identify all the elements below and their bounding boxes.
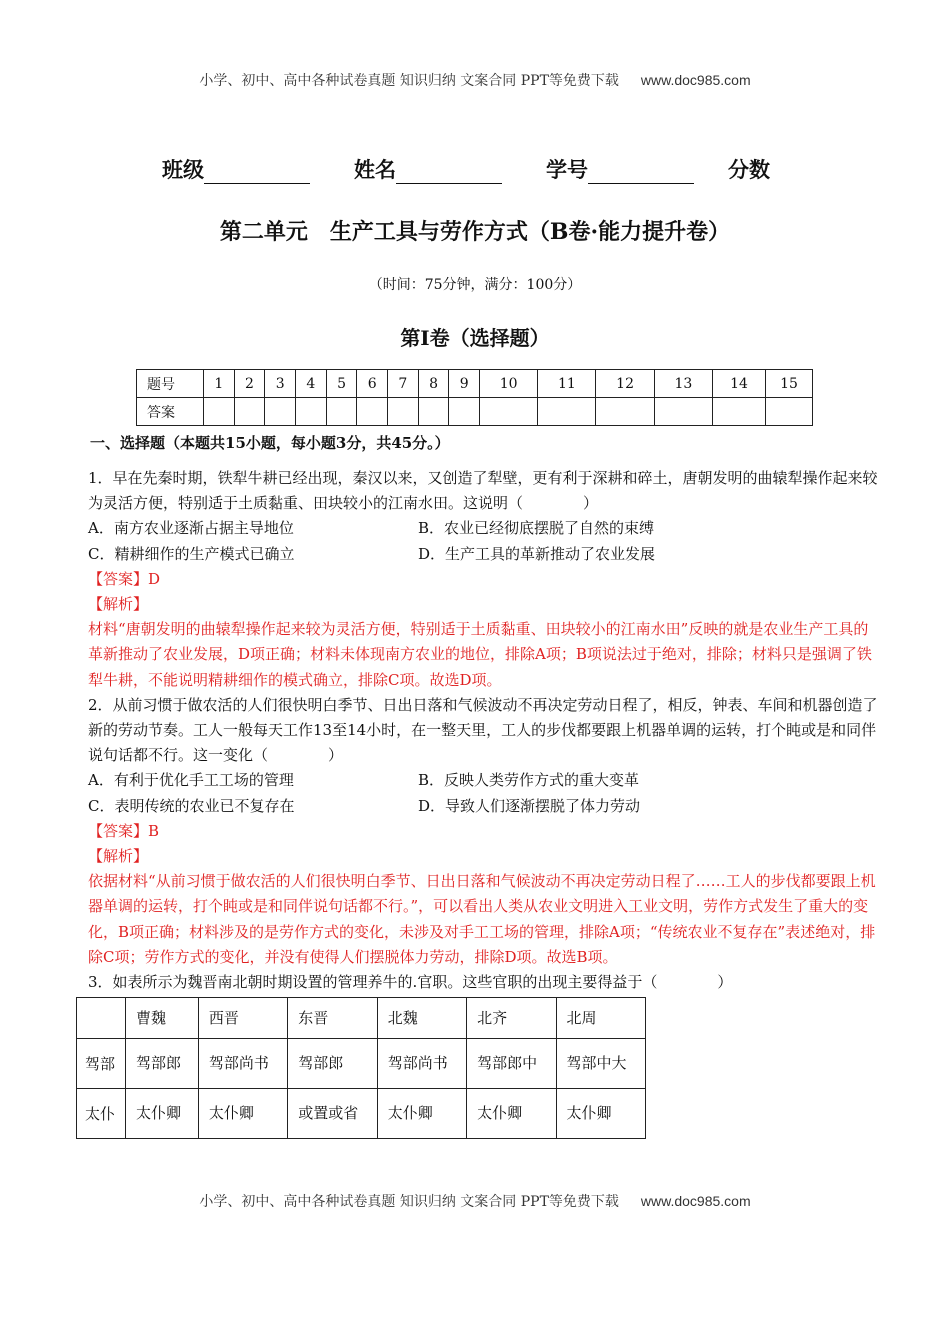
class-blank[interactable] — [204, 161, 310, 184]
q1-analysis: 材料“唐朝发明的曲辕犁操作起来较为灵活方便，特别适于土质黏重、田块较小的江南水田”反映的就是农业生产工具的革新推动了农业发展，D项正确；材料未体现南方农业的地位，排除A项；B项说法过于绝对，排除；材料只是强调了铁犁牛耕，不能说明精耕细作的模式确立，排除C项。故选D项。 — [88, 620, 872, 689]
question-number: 15 — [766, 370, 813, 398]
q3-cell: 驾部 — [77, 1039, 126, 1089]
q1-options-row1 — [88, 516, 878, 541]
answer-cell[interactable] — [480, 398, 538, 426]
q3-cell: 太仆卿 — [377, 1089, 466, 1139]
page-title: 第二单元 生产工具与劳作方式（B卷·能力提升卷） — [219, 219, 731, 245]
answer-cell[interactable] — [326, 398, 357, 426]
q1-option-d: D．生产工具的革新推动了农业发展 — [418, 544, 656, 563]
questions — [85, 466, 878, 1139]
q3-cell: 驾部尚书 — [198, 1039, 287, 1089]
answer-cell[interactable] — [538, 398, 596, 426]
footer-text: 小学、初中、高中各种试卷真题 知识归纳 文案合同 PPT等免费下载 — [199, 1194, 619, 1210]
header-text: 小学、初中、高中各种试卷真题 知识归纳 文案合同 PPT等免费下载 — [199, 73, 619, 89]
answer-table — [136, 369, 813, 426]
question-number: 6 — [357, 370, 388, 398]
q3-cell: 太仆卿 — [126, 1089, 199, 1139]
q2-answer: 【答案】B — [88, 821, 160, 840]
answer-cell[interactable] — [265, 398, 296, 426]
q2-stem: 2．从前习惯于做农活的人们很快明白季节、日出日落和气候波动不再决定劳动日程了，相反，钟表、车间和机器创造了新的劳动节奏。工人一般每天工作13至14小时，在一整天里，工人的步伐都要跟上机器单调的运转，打个盹或是和同伴说句话都不行。这一变化（ ） — [88, 695, 878, 765]
q1-option-c: C．精耕细作的生产模式已确立 — [88, 544, 295, 563]
exam-time: （时间：75分钟，满分：100分） — [368, 277, 582, 293]
footer-site[interactable]: www.doc985.com — [640, 1193, 751, 1209]
answer-cell[interactable] — [418, 398, 449, 426]
q1-stem: 1．早在先秦时期，铁犁牛耕已经出现，秦汉以来，又创造了犁壁，更有利于深耕和碎土，唐朝发明的曲辕犁操作起来较为灵活方便，特别适于土质黏重、田块较小的江南水田。这说明（ ） — [88, 469, 878, 513]
q3-cell: 北齐 — [467, 998, 556, 1039]
q3-cell: 曹魏 — [126, 998, 199, 1039]
page-footer — [0, 1191, 950, 1211]
question-number: 14 — [713, 370, 766, 398]
page-header — [0, 70, 950, 90]
answer-cell[interactable] — [654, 398, 712, 426]
answer-cell[interactable] — [204, 398, 235, 426]
answer-cell[interactable] — [357, 398, 388, 426]
answer-cell[interactable] — [766, 398, 813, 426]
q1-options-row2 — [88, 542, 878, 567]
question-number: 7 — [388, 370, 419, 398]
q2-option-c: C．表明传统的农业已不复存在 — [88, 796, 295, 815]
question-number: 4 — [296, 370, 327, 398]
q1-option-b: B．农业已经彻底摆脱了自然的束缚 — [418, 519, 655, 538]
class-label: 班级 — [162, 157, 204, 182]
answer-table-answer-row — [137, 398, 813, 426]
q3-cell: 东晋 — [288, 998, 377, 1039]
answer-cell[interactable] — [388, 398, 419, 426]
q3-cell — [77, 998, 126, 1039]
q1-answer: 【答案】D — [88, 569, 161, 588]
q2-option-d: D．导致人们逐渐摆脱了体力劳动 — [418, 796, 641, 815]
question-number: 9 — [449, 370, 480, 398]
part-title: 第Ⅰ卷（选择题） — [400, 326, 550, 350]
answer-cell[interactable] — [596, 398, 654, 426]
question-number: 3 — [265, 370, 296, 398]
q3-cell: 驾部郎中 — [467, 1039, 556, 1089]
q2-options-row2 — [88, 794, 878, 819]
question-number: 12 — [596, 370, 654, 398]
question-number: 8 — [418, 370, 449, 398]
question-number: 13 — [654, 370, 712, 398]
q3-table — [76, 997, 646, 1139]
q3-cell: 太仆 — [77, 1089, 126, 1139]
q1-option-a: A．南方农业逐渐占据主导地位 — [88, 519, 294, 538]
q3-cell: 或置或省 — [288, 1089, 377, 1139]
q3-table-row — [77, 1039, 646, 1089]
question-number: 11 — [538, 370, 596, 398]
q1-analysis-label: 【解析】 — [88, 595, 149, 614]
answer-cell[interactable] — [449, 398, 480, 426]
q2-options-row1 — [88, 768, 878, 793]
q3-cell: 西晋 — [198, 998, 287, 1039]
name-blank[interactable] — [396, 161, 502, 184]
question-number: 10 — [480, 370, 538, 398]
score-label: 分数 — [728, 157, 770, 182]
question-number: 5 — [326, 370, 357, 398]
section-heading: 一、选择题（本题共15小题，每小题3分，共45分。） — [90, 434, 450, 452]
row-label: 题号 — [137, 370, 204, 398]
question-number: 1 — [204, 370, 235, 398]
name-label: 姓名 — [354, 157, 396, 182]
q3-cell: 北周 — [556, 998, 645, 1039]
q2-option-b: B．反映人类劳作方式的重大变革 — [418, 771, 640, 790]
answer-cell[interactable] — [713, 398, 766, 426]
header-site[interactable]: www.doc985.com — [640, 72, 751, 88]
q3-cell: 太仆卿 — [467, 1089, 556, 1139]
q2-option-a: A．有利于优化手工工场的管理 — [88, 771, 294, 790]
id-label: 学号 — [546, 157, 588, 182]
q3-stem: 3．如表所示为魏晋南北朝时期设置的管理养牛的.官职。这些官职的出现主要得益于（ ） — [88, 973, 733, 992]
q3-cell: 北魏 — [377, 998, 466, 1039]
answer-table-number-row — [137, 370, 813, 398]
q3-table-row — [77, 1089, 646, 1139]
q3-table-header — [77, 998, 646, 1039]
answer-cell[interactable] — [296, 398, 327, 426]
q2-analysis: 依据材料“从前习惯于做农活的人们很快明白季节、日出日落和气候波动不再决定劳动日程了……工人的步伐都要跟上机器单调的运转，打个盹或是和同伴说句话都不行。”，可以看出人类从农业文明进入工业文明，劳作方式发生了重大的变化，B项正确；材料涉及的是劳作方式的变化，未涉及对手工工场的管理，排除A项；“传统农业不复存在”表述绝对，排除C项；劳作方式的变化，并没有使得人们摆脱体力劳动，排除D项。故选B项。 — [88, 872, 876, 966]
row-label: 答案 — [137, 398, 204, 426]
id-blank[interactable] — [588, 161, 694, 184]
q3-cell: 驾部中大 — [556, 1039, 645, 1089]
q3-cell: 驾部郎 — [288, 1039, 377, 1089]
q3-cell: 驾部尚书 — [377, 1039, 466, 1089]
q2-analysis-label: 【解析】 — [88, 847, 149, 866]
question-number: 2 — [234, 370, 265, 398]
q3-cell: 驾部郎 — [126, 1039, 199, 1089]
answer-cell[interactable] — [234, 398, 265, 426]
q3-cell: 太仆卿 — [556, 1089, 645, 1139]
student-info — [162, 154, 770, 184]
q3-cell: 太仆卿 — [198, 1089, 287, 1139]
